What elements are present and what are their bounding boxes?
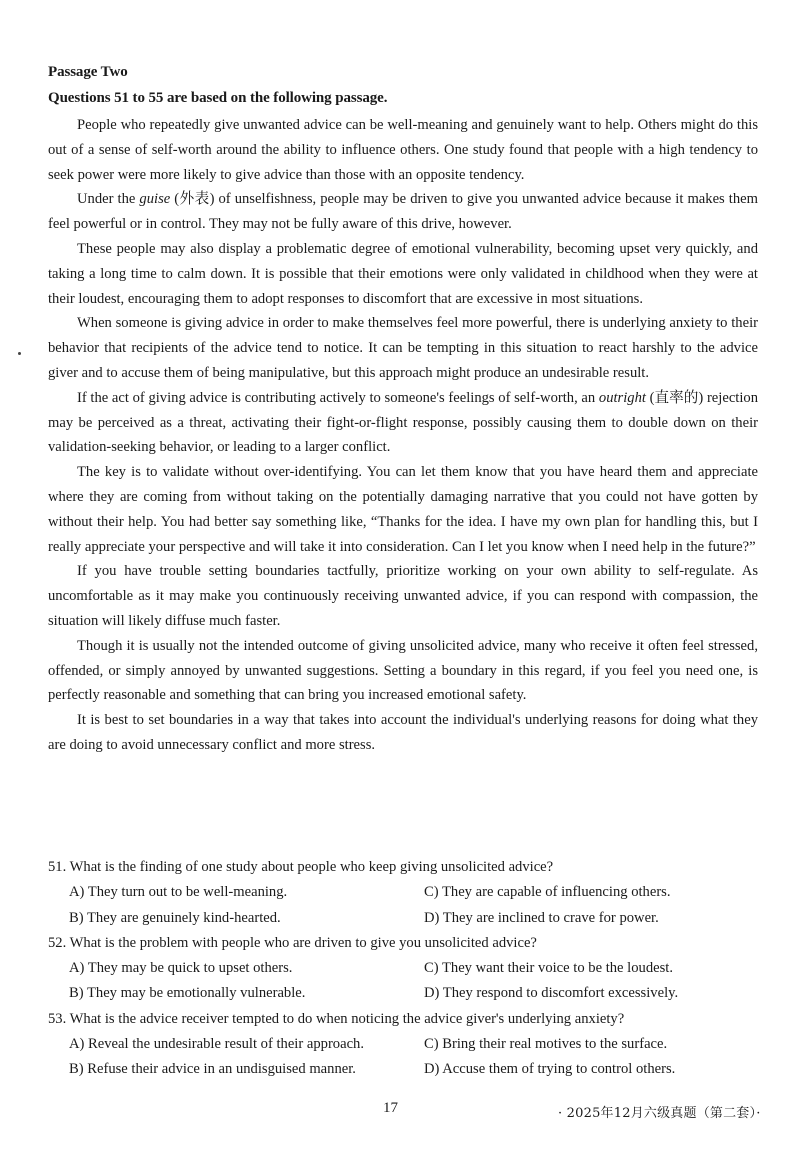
option-d[interactable]: D) They respond to discomfort excessively.: [424, 985, 679, 1002]
paragraph-4: When someone is giving advice in order to make themselves feel more powerful, there is underlying anxiety to their behavior that recipients of the advice tend to notice. It can be tempting in this situation to react harshly to the advice giver and to accuse them of being manipulative, but this approach might produce an undesirable result.: [48, 315, 758, 381]
option-a[interactable]: A) They may be quick to upset others.: [69, 960, 293, 977]
paragraph-2: Under the guise (外表) of unselfishness, people may be driven to give you unwanted advice because it makes them feel powerful or in control. They may not be fully aware of this drive, however.: [48, 191, 758, 233]
questions-instruction: Questions 51 to 55 are based on the following passage.: [48, 90, 388, 106]
option-a[interactable]: A) Reveal the undesirable result of their approach.: [69, 1036, 365, 1053]
option-a[interactable]: A) They turn out to be well-meaning.: [69, 884, 288, 901]
paragraph-7: If you have trouble setting boundaries tactfully, prioritize working on your own ability to self-regulate. As uncomfortable as it may make you continuously receiving unwanted advice, if you can respond with compassion, the situation will likely diffuse much faster.: [48, 563, 758, 629]
question-stem: 51. What is the finding of one study about people who keep giving unsolicited advice?: [48, 859, 554, 875]
passage-body: [48, 113, 758, 758]
question-53: [48, 1007, 758, 1083]
option-b[interactable]: B) Refuse their advice in an undisguised manner.: [69, 1061, 356, 1078]
option-d[interactable]: D) Accuse them of trying to control others.: [424, 1061, 676, 1078]
paragraph-9: It is best to set boundaries in a way that takes into account the individual's underlying reasons for doing what they are doing to avoid unnecessary conflict and more stress.: [48, 712, 758, 753]
glossed-term: guise: [139, 191, 171, 208]
passage-title: Passage Two: [48, 64, 128, 80]
glossed-term: outright: [598, 389, 646, 406]
exam-footer-label: · 2025年12月六级真题（第二套）·: [558, 1106, 761, 1121]
paragraph-5: If the act of giving advice is contributing actively to someone's feelings of self-worth, an outright (直率的) rejection may be perceived as a threat, activating their fight-or-flight response, possibly causing them to double down on their validation-seeking behavior, or leading to a larger conflict.: [48, 389, 758, 456]
options: [48, 1032, 758, 1083]
question-list: [48, 855, 758, 1083]
paragraph-6: The key is to validate without over-identifying. You can let them know that you have heard them and appreciate where they are coming from without taking on the potentially damaging narrative that you could not have gotten by without their help. You had better say something like, “Thanks for the idea. I have my own plan for handling this, but I really appreciate your perspective and will take it into consideration. Can I let you know when I need help in the future?”: [48, 464, 758, 555]
option-d[interactable]: D) They are inclined to crave for power.: [424, 909, 659, 926]
paragraph-3: These people may also display a problematic degree of emotional vulnerability, becoming upset very quickly, and taking a long time to calm down. It is possible that their emotions were only validated in childhood when they were at their loudest, encouraging them to adopt responses to discomfort that are excessive in most situations.: [48, 240, 758, 307]
scan-speck: [18, 352, 21, 355]
option-c[interactable]: C) They want their voice to be the loudest.: [424, 960, 673, 977]
page-number: 17: [383, 1100, 398, 1116]
question-stem: 52. What is the problem with people who are driven to give you unsolicited advice?: [48, 934, 537, 951]
paragraph-1: People who repeatedly give unwanted advice can be well-meaning and genuinely want to help. Others might do this out of a sense of self-worth around the ability to influence others. One study found that people with a high tendency to seek power were more likely to give advice than those with an opposite tendency.: [48, 117, 758, 183]
question-stem: 53. What is the advice receiver tempted to do when noticing the advice giver's underlying anxiety?: [48, 1010, 625, 1027]
option-c[interactable]: C) They are capable of influencing others.: [424, 884, 671, 901]
options: [48, 880, 758, 931]
option-c[interactable]: C) Bring their real motives to the surface.: [424, 1036, 668, 1053]
option-b[interactable]: B) They are genuinely kind-hearted.: [69, 909, 281, 926]
question-52: [48, 931, 758, 1007]
paragraph-8: Though it is usually not the intended outcome of giving unsolicited advice, many who receive it often feel stressed, offended, or simply annoyed by unwanted suggestions. Setting a boundary in this regard, if you feel you need one, is perfectly reasonable and something that can bring you increased emotional safety.: [48, 637, 758, 704]
options: [48, 956, 758, 1007]
option-b[interactable]: B) They may be emotionally vulnerable.: [69, 985, 306, 1002]
question-51: [48, 855, 758, 931]
